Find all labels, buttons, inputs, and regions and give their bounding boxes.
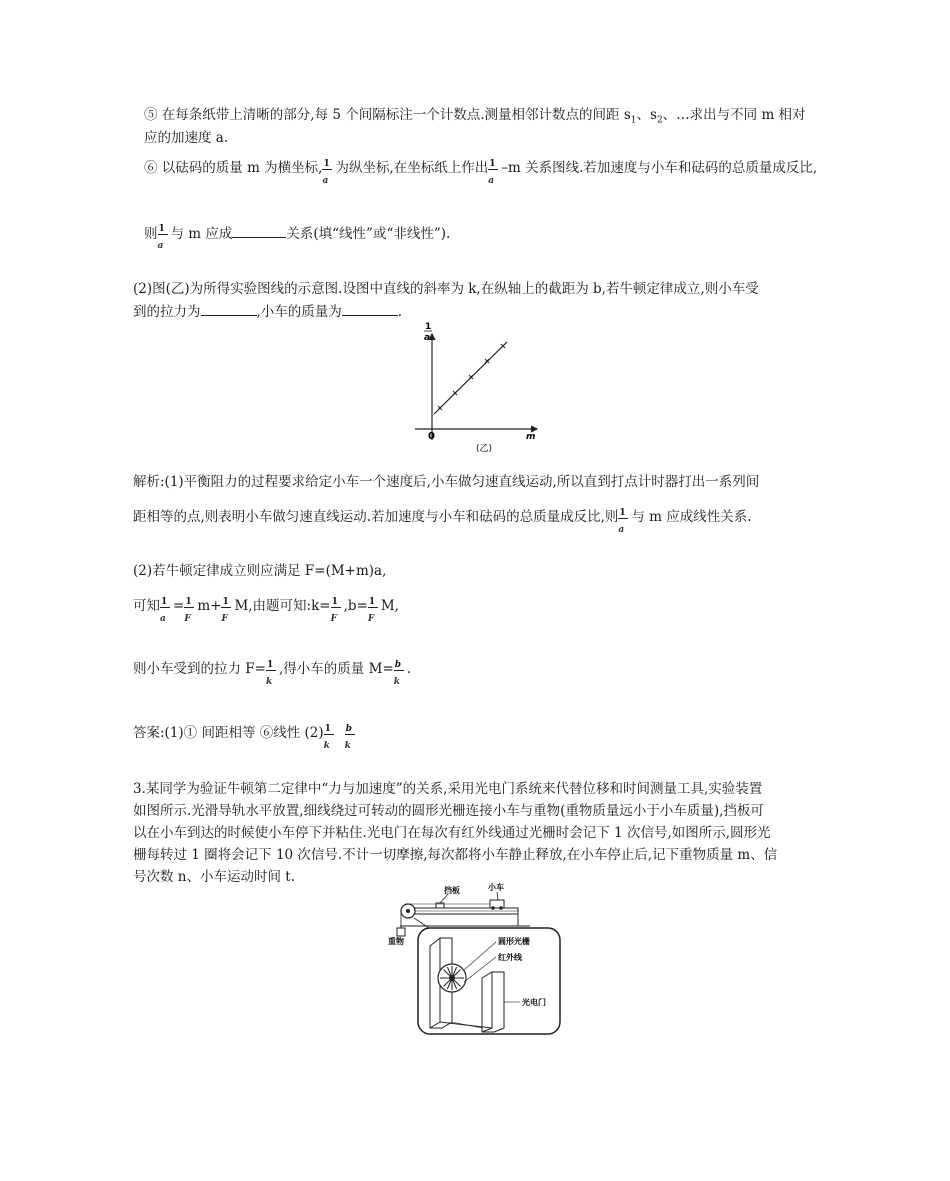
q3-line4: 栅每转过 1 圈将会记下 10 次信号.不计一切摩擦,每次都将小车静止释放,在小车停止后,记下重物质量 m、信 bbox=[133, 847, 778, 863]
answer-blank bbox=[201, 302, 257, 316]
label-photogate: 光电门 bbox=[522, 998, 546, 1007]
para5-line2: 应的加速度 a. bbox=[144, 130, 229, 146]
fraction-1-over-k: $\frac{1}{k}$ bbox=[266, 660, 279, 678]
y-label-den: a bbox=[424, 333, 431, 343]
fraction-1-over-a: $\frac{1}{a}$ bbox=[322, 159, 335, 177]
sol-line2: 距相等的点,则表明小车做匀速直线运动.若加速度与小车和砝码的总质量成反比,则 $\frac{1}{a}$ 与 m 应成线性关系. bbox=[133, 508, 752, 535]
label-infrared: 红外线 bbox=[498, 953, 522, 962]
graph-yi bbox=[405, 318, 550, 458]
y-label-num: 1 bbox=[425, 322, 432, 332]
label-weight: 重物 bbox=[388, 937, 404, 946]
q3-line3: 以在小车到达的时候使小车停下并粘住.光电门在每次有红外线通过光栅时会记下 1 次信号,如图所示,圆形光 bbox=[133, 825, 771, 841]
fraction-1-over-a: $\frac{1}{a}$ bbox=[618, 508, 631, 526]
fraction-1-over-a: $\frac{1}{a}$ bbox=[160, 597, 173, 615]
sol2-line1: (2)若牛顿定律成立则应满足 F=(M+m)a, bbox=[133, 563, 387, 579]
q2-line2: 到的拉力为 ,小车的质量为 . bbox=[133, 304, 403, 320]
fraction-b-over-k: $\frac{b}{k}$ bbox=[394, 660, 407, 678]
fraction-b-over-k: $\frac{b}{k}$ bbox=[345, 724, 358, 742]
apparatus-diagram bbox=[380, 882, 580, 1038]
fraction-1-over-F: $\frac{1}{F}$ bbox=[331, 597, 344, 615]
fraction-1-over-F: $\frac{1}{F}$ bbox=[184, 597, 197, 615]
sol2-line3: 则小车受到的拉力 F= $\frac{1}{k}$ ,得小车的质量 M= $\frac{b}{k}$ . bbox=[133, 660, 411, 687]
fraction-1-over-F: $\frac{1}{F}$ bbox=[368, 597, 381, 615]
label-baffle: 挡板 bbox=[444, 886, 460, 895]
q2-line1: (2)图(乙)为所得实验图线的示意图.设图中直线的斜率为 k,在纵轴上的截距为 b,若牛顿定律成立,则小车受 bbox=[133, 281, 759, 297]
answer-blank bbox=[232, 224, 286, 238]
q3-line2: 如图所示.光滑导轨水平放置,细线绕过可转动的圆形光栅连接小车与重物(重物质量远小于小车质量),挡板可 bbox=[133, 803, 764, 819]
fraction-1-over-F: $\frac{1}{F}$ bbox=[221, 597, 234, 615]
answer-blank bbox=[342, 302, 398, 316]
q3-line1: 3.某同学为验证牛顿第二定律中“力与加速度”的关系,采用光电门系统来代替位移和时间测量工具,实验装置 bbox=[133, 781, 763, 797]
para5-line1: ⑤ 在每条纸带上清晰的部分,每 5 个间隔标注一个计数点.测量相邻计数点的间距 $s_1$、$s_2$、…求出与不同 m 相对 bbox=[144, 107, 806, 126]
label-cart: 小车 bbox=[488, 883, 504, 892]
sol-line1: 解析:(1)平衡阻力的过程要求给定小车一个速度后,小车做匀速直线运动,所以直到打点计时器打出一系列间 bbox=[133, 474, 760, 490]
para6-line1: ⑥ 以砝码的质量 m 为横坐标, $\frac{1}{a}$ 为纵坐标,在坐标纸上作出 $\frac{1}{a}$ –m 关系图线.若加速度与小车和砝码的总质量成反比, bbox=[144, 159, 818, 186]
graph-caption: (乙) bbox=[476, 444, 493, 454]
fraction-1-over-a: $\frac{1}{a}$ bbox=[158, 224, 171, 242]
q3-line5: 号次数 n、小车运动时间 t. bbox=[133, 869, 295, 885]
origin-label: 0 bbox=[428, 431, 435, 442]
fraction-1-over-a: $\frac{1}{a}$ bbox=[488, 159, 501, 177]
label-grating: 圆形光栅 bbox=[498, 937, 530, 946]
fraction-1-over-k: $\frac{1}{k}$ bbox=[324, 724, 337, 742]
hanging-weight bbox=[397, 928, 405, 936]
x-label: m bbox=[526, 432, 536, 442]
sol2-line2: 可知 $\frac{1}{a}$ = $\frac{1}{F}$ m+ $\frac{1}{F}$ M,由题可知:k= $\frac{1}{F}$ ,b= $\frac{1}{F}$ M, bbox=[133, 597, 399, 624]
answer-line: 答案:(1)① 间距相等 ⑥线性 (2) $\frac{1}{k}$ $\frac{b}{k}$ bbox=[133, 724, 358, 742]
para6-line2: 则 $\frac{1}{a}$ 与 m 应成 关系(填“线性”或“非线性”). bbox=[144, 224, 451, 251]
